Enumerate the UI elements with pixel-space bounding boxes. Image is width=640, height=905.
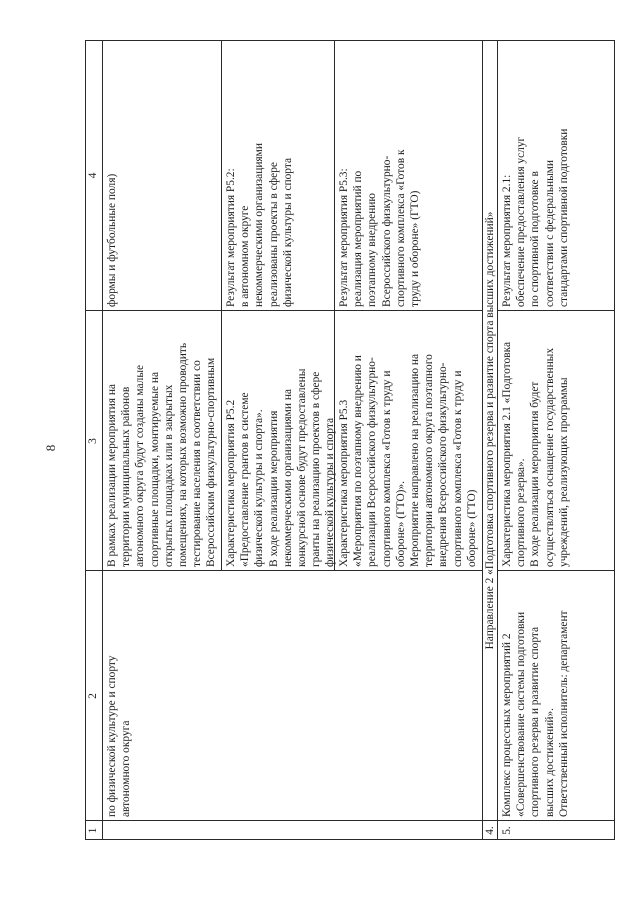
row-a-col-2 [103,571,483,821]
text-line: физической культуры и спорта [324,417,337,567]
text-line: труду и обороне» (ГТО) [409,190,422,307]
row-a-col-1 [103,821,483,840]
text-line: территории муниципальных районов [120,386,133,567]
row-c-col-3 [335,311,483,571]
text-line: поэтапному внедрению [366,193,379,307]
text-line: В ходе реализации мероприятия будет [529,381,542,567]
text-line: спортивного комплекса «Готов к труду и [451,370,464,567]
row-5-col-4 [498,40,616,311]
page-number: 8 [43,444,58,452]
header-col-4: 4 [87,172,99,179]
text-line: Результат мероприятия Р5.3: [338,168,350,307]
text-line: соответствии с федеральными [543,159,556,307]
text-line: некоммерческими организациями [253,143,266,307]
text-line: физической культуры и спорта». [253,409,266,567]
text-line: спортивные площадки, монтируемые на [148,371,161,567]
header-col-3: 3 [87,438,99,444]
text-line: Результат мероприятия 2.1: [501,174,513,307]
text-line: спортивного резерва». [515,458,528,567]
row-5-col-3 [498,311,616,571]
text-line: реализация мероприятий по [352,170,365,307]
text-line: Мероприятие направлено на реализацию на [409,353,422,567]
text-line: В рамках реализации мероприятия на [106,384,118,567]
text-line: формы и футбольные поля) [106,173,118,307]
text-line: Характеристика мероприятия 2.1 «Подготовка [501,342,513,567]
text-line: Всероссийского физкультурно- [380,155,393,307]
row-a-col-4 [103,40,221,311]
text-line: реализации Всероссийского физкультурно- [366,357,379,567]
text-line: тестирование населения в соответствии со [191,360,204,567]
table-row-continuation [102,40,483,840]
text-line: автономного округа будут созданы малые [134,364,147,567]
rotated-table [85,40,615,840]
row-a-col-3 [103,311,221,571]
text-line: обеспечение предоставления услуг [515,136,528,307]
header-col-2: 2 [87,693,99,699]
text-line: спортивного комплекса «Готов к труду и [380,370,393,567]
text-line: Комплекс процессных мероприятий 2 [501,633,513,817]
text-line: помещениях, на которых возможно проводить [177,342,190,567]
text-line: конкурсной основе будут предоставлены [296,368,309,567]
row-b-col-3 [222,311,337,571]
text-line: внедрения Всероссийского физкультурно- [437,362,450,567]
text-line: обороне» (ГТО) [465,489,478,567]
text-line: В ходе реализации мероприятия [267,410,280,567]
text-line: в автономном округе [239,205,252,307]
text-line: обороне» (ГТО)». [394,480,407,567]
text-line: «Мероприятия по поэтапному внедрению и [352,355,365,567]
text-line: спортивного комплекса «Готов к [394,149,407,307]
text-line: Ответственный исполнитель: департамент [557,610,570,817]
section-num: 4. [484,826,496,835]
text-line: спортивного резерва и развитие спорта [529,626,542,817]
text-line: Всероссийским физкультурно-спортивным [205,357,218,567]
table-row-5 [497,40,616,840]
table-header-row [85,40,102,840]
row-5-col-2 [498,571,616,821]
text-line: Результат мероприятия Р5.2: [225,168,237,307]
text-line: по физической культуре и спорту [106,655,118,817]
text-line: по спортивной подготовке в [529,171,542,307]
header-col-1: 1 [87,827,99,834]
table-section-row [482,40,498,840]
row-b-col-4 [222,40,334,311]
text-line: стандартами спортивной подготовки [557,128,570,307]
text-line: автономного округа [120,720,133,817]
text-line: реализованы проекты в сфере [267,162,280,307]
text-line: учреждений, реализующих программы [557,377,570,567]
text-line: территории автономного округа поэтапного [423,354,436,567]
text-line: осуществляться оснащение государственных [543,347,556,567]
text-line: «Совершенствование системы подготовки [515,611,528,817]
text-line: гранты на реализацию проектов в сфере [310,371,323,567]
row-c-col-4 [335,40,483,311]
text-line: Характеристика мероприятия Р5.3 [338,399,350,567]
section-title: Направление 2 «Подготовка спортивного резерва и развитие спорта высших достижений» [484,211,496,650]
text-line: Характеристика мероприятия Р5.2 [225,399,237,567]
text-line: некоммерческими организациями на [281,389,294,567]
text-line: «Предоставление грантов в системе [239,392,252,567]
text-line: высших достижений». [543,707,556,817]
row-5-num: 5. [501,826,513,835]
text-line: физической культуры и спорта [281,157,294,307]
text-line: открытых площадках или в закрытых [162,384,175,567]
